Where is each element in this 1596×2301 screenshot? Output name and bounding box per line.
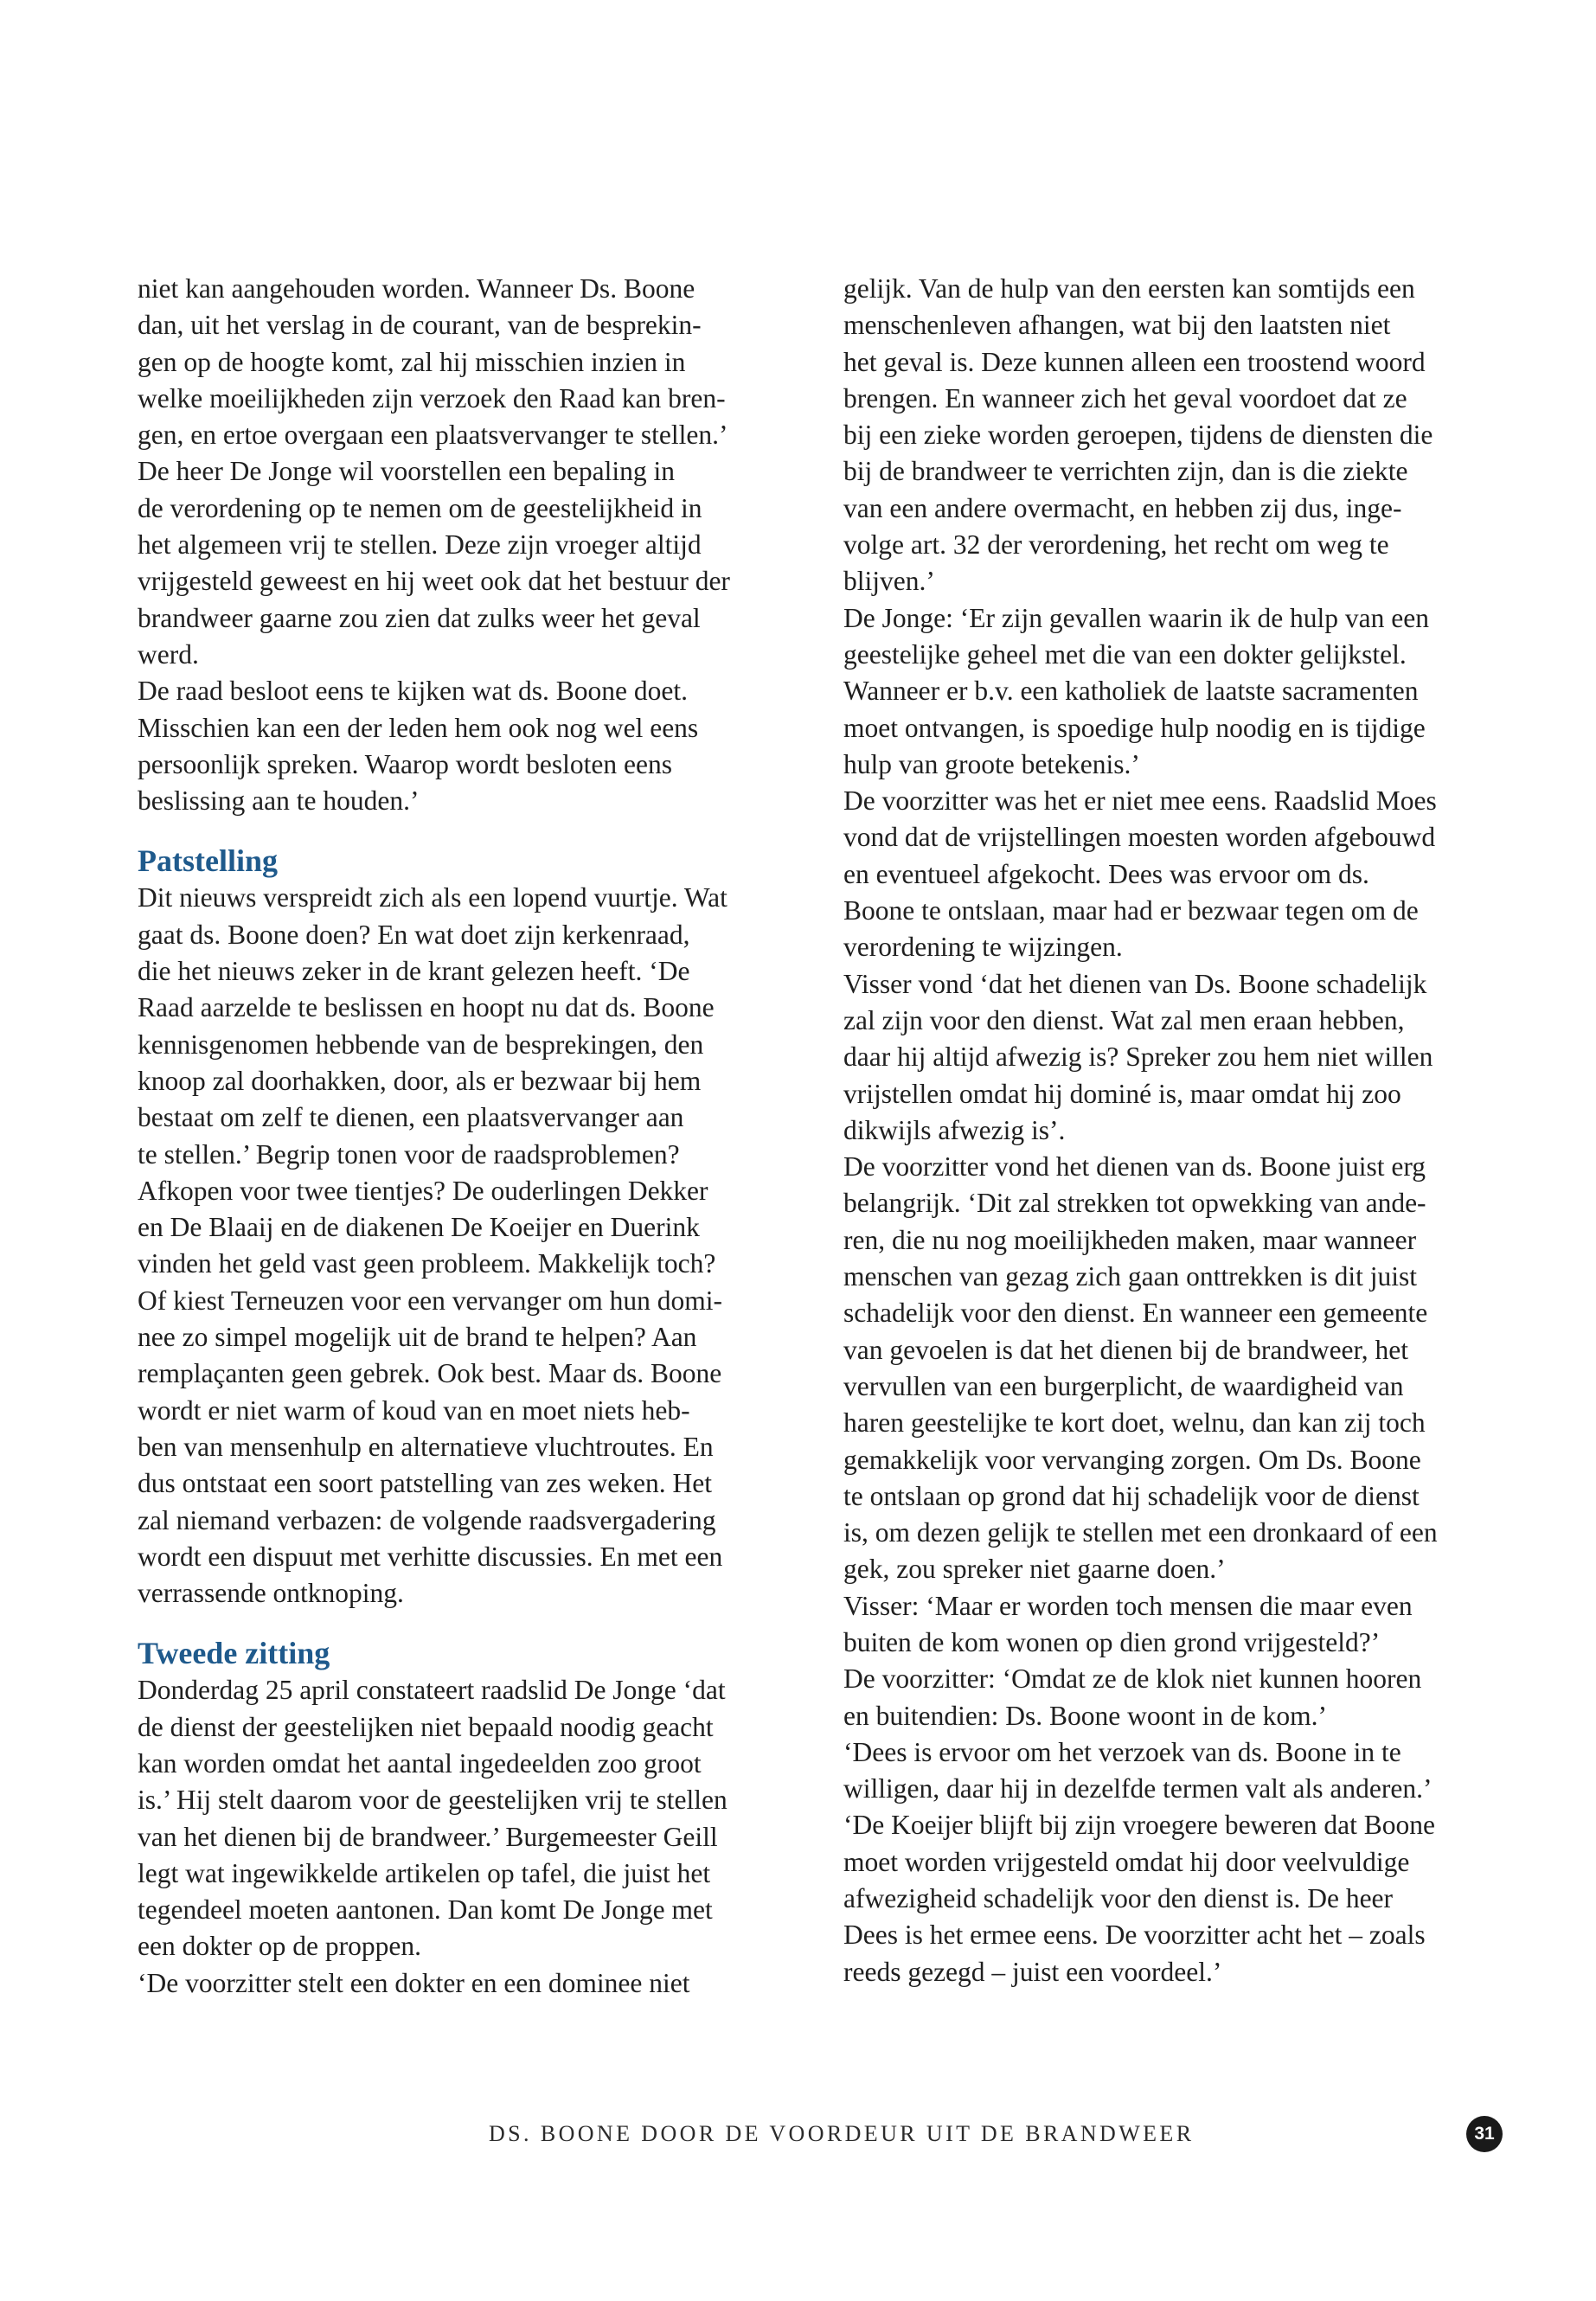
section-heading-tweede-zitting: Tweede zitting xyxy=(138,1636,330,1671)
text-line: Raad aarzelde te beslissen en hoopt nu dat ds. Boone xyxy=(138,992,715,1023)
text-line: De voorzitter vond het dienen van ds. Boone juist erg xyxy=(843,1151,1426,1183)
text-line: vinden het geld vast geen probleem. Makkelijk toch? xyxy=(138,1248,716,1279)
text-line: van het dienen bij de brandweer.’ Burgemeester Geill xyxy=(138,1821,718,1852)
text-line: buiten de kom wonen op dien grond vrijgesteld?’ xyxy=(843,1626,1381,1657)
text-line: Boone te ontslaan, maar had er bezwaar tegen om de xyxy=(843,895,1419,926)
page-number-badge: 31 xyxy=(1466,2116,1503,2152)
text-line: vond dat de vrijstellingen moesten worden afgebouwd xyxy=(843,822,1436,853)
spacer xyxy=(138,819,795,842)
text-line: gek, zou spreker niet gaarne doen.’ xyxy=(843,1554,1226,1585)
left-paragraph-2 xyxy=(138,880,795,1612)
text-line: Of kiest Terneuzen voor een vervanger om hun domi- xyxy=(138,1285,722,1316)
text-line: beslissing aan te houden.’ xyxy=(138,785,420,817)
text-line: gelijk. Van de hulp van den eersten kan somtijds een xyxy=(843,273,1415,304)
text-line: bij de brandweer te verrichten zijn, dan is die ziekte xyxy=(843,456,1408,487)
text-line: vervullen van een burgerplicht, de waardigheid van xyxy=(843,1370,1404,1401)
text-line: moet worden vrijgesteld omdat hij door veelvuldige xyxy=(843,1846,1410,1877)
text-line: De voorzitter was het er niet mee eens. Raadslid Moes xyxy=(843,785,1437,817)
text-line: van gevoelen is dat het dienen bij de brandweer, het xyxy=(843,1334,1408,1365)
right-paragraph xyxy=(843,271,1518,1990)
text-line: verordening te wijzingen. xyxy=(843,932,1123,963)
text-line: legt wat ingewikkelde artikelen op tafel, die juist het xyxy=(138,1857,711,1888)
text-line: bij een zieke worden geroepen, tijdens de diensten die xyxy=(843,420,1433,451)
text-line: welke moeilijkheden zijn verzoek den Raad kan bren- xyxy=(138,382,726,413)
text-line: menschenleven afhangen, wat bij den laatsten niet xyxy=(843,310,1391,341)
text-line: menschen van gezag zich gaan onttrekken is dit juist xyxy=(843,1261,1418,1292)
text-line: ‘De Koeijer blijft bij zijn vroegere beweren dat Boone xyxy=(843,1810,1435,1841)
text-line: ‘Dees is ervoor om het verzoek van ds. Boone in te xyxy=(843,1736,1401,1767)
text-line: dikwijls afwezig is’. xyxy=(843,1114,1066,1145)
text-line: werd. xyxy=(138,638,199,670)
text-line: De heer De Jonge wil voorstellen een bepaling in xyxy=(138,456,676,487)
text-line: Misschien kan een der leden hem ook nog wel eens xyxy=(138,712,699,743)
left-paragraph-1 xyxy=(138,271,795,819)
text-line: dus ontstaat een soort patstelling van zes weken. Het xyxy=(138,1468,712,1499)
text-line: Visser vond ‘dat het dienen van Ds. Boone schadelijk xyxy=(843,968,1427,999)
text-line: Donderdag 25 april constateert raadslid De Jonge ‘dat xyxy=(138,1675,726,1706)
text-line: ren, die nu nog moeilijkheden maken, maar wanneer xyxy=(843,1224,1417,1255)
text-line: nee zo simpel mogelijk uit de brand te helpen? Aan xyxy=(138,1322,697,1353)
text-line: ‘De voorzitter stelt een dokter en een dominee niet xyxy=(138,1967,690,1998)
text-line: moet ontvangen, is spoedige hulp noodig en is tijdige xyxy=(843,712,1426,743)
text-line: gen, en ertoe overgaan een plaatsvervanger te stellen.’ xyxy=(138,420,728,451)
text-line: reeds gezegd – juist een voordeel.’ xyxy=(843,1956,1222,1987)
text-line: een dokter op de proppen. xyxy=(138,1931,422,1962)
running-footer-title: DS. BOONE DOOR DE VOORDEUR UIT DE BRANDWEER xyxy=(489,2121,1195,2146)
text-line: wordt een dispuut met verhitte discussies. En met een xyxy=(138,1541,723,1572)
text-line: die het nieuws zeker in de krant gelezen heeft. ‘De xyxy=(138,956,690,987)
text-line: zal zijn voor den dienst. Wat zal men eraan hebben, xyxy=(843,1004,1405,1035)
text-line: kennisgenomen hebbende van de besprekingen, den xyxy=(138,1029,704,1060)
text-line: afwezigheid schadelijk voor den dienst is. De heer xyxy=(843,1883,1394,1914)
text-line: Dit nieuws verspreidt zich als een lopend vuurtje. Wat xyxy=(138,882,727,913)
text-line: dan, uit het verslag in de courant, van de besprekin- xyxy=(138,310,702,341)
text-line: brandweer gaarne zou zien dat zulks weer het geval xyxy=(138,602,701,633)
text-line: de verordening op te nemen om de geestelijkheid in xyxy=(138,492,702,523)
text-line: van een andere overmacht, en hebben zij dus, inge- xyxy=(843,492,1402,523)
text-line: De voorzitter: ‘Omdat ze de klok niet kunnen hooren xyxy=(843,1663,1422,1695)
text-line: blijven.’ xyxy=(843,566,935,597)
text-line: de dienst der geestelijken niet bepaald noodig geacht xyxy=(138,1711,714,1742)
text-line: persoonlijk spreken. Waarop wordt besloten eens xyxy=(138,748,672,779)
text-line: het geval is. Deze kunnen alleen een troostend woord xyxy=(843,346,1426,377)
section-heading-patstelling: Patstelling xyxy=(138,843,278,879)
text-line: De raad besloot eens te kijken wat ds. Boone doet. xyxy=(138,676,688,707)
text-line: daar hij altijd afwezig is? Spreker zou hem niet willen xyxy=(843,1042,1433,1073)
text-line: De Jonge: ‘Er zijn gevallen waarin ik de hulp van een xyxy=(843,602,1430,633)
text-line: hulp van groote betekenis.’ xyxy=(843,748,1140,779)
text-line: wordt er niet warm of koud van en moet niets heb- xyxy=(138,1394,690,1426)
text-line: te stellen.’ Begrip tonen voor de raadsproblemen? xyxy=(138,1138,680,1170)
text-line: volge art. 32 der verordening, het recht om weg te xyxy=(843,529,1389,561)
text-line: is.’ Hij stelt daarom voor de geestelijken vrij te stellen xyxy=(138,1785,727,1816)
text-line: gemakkelijk voor vervanging zorgen. Om Ds. Boone xyxy=(843,1444,1421,1475)
text-line: te ontslaan op grond dat hij schadelijk voor de dienst xyxy=(843,1480,1420,1511)
text-line: en buitendien: Ds. Boone woont in de kom.’ xyxy=(843,1700,1328,1731)
text-line: haren geestelijke te kort doet, welnu, dan kan zij toch xyxy=(843,1407,1426,1439)
text-line: niet kan aangehouden worden. Wanneer Ds. Boone xyxy=(138,273,695,304)
text-line: brengen. En wanneer zich het geval voordoet dat ze xyxy=(843,382,1407,413)
text-line: gaat ds. Boone doen? En wat doet zijn kerkenraad, xyxy=(138,919,690,950)
text-line: Visser: ‘Maar er worden toch mensen die maar even xyxy=(843,1590,1413,1621)
left-paragraph-3 xyxy=(138,1672,795,2002)
text-line: Afkopen voor twee tientjes? De ouderlingen Dekker xyxy=(138,1175,708,1206)
text-line: is, om dezen gelijk te stellen met een dronkaard of een xyxy=(843,1517,1438,1548)
text-line: zal niemand verbazen: de volgende raadsvergadering xyxy=(138,1504,716,1535)
spacer xyxy=(138,1612,795,1634)
left-column xyxy=(138,271,795,2002)
text-line: geestelijke geheel met die van een dokter gelijkstel. xyxy=(843,638,1407,670)
text-line: vrijgesteld geweest en hij weet ook dat het bestuur der xyxy=(138,566,730,597)
text-line: en De Blaaij en de diakenen De Koeijer en Duerink xyxy=(138,1212,700,1243)
text-line: remplaçanten geen gebrek. Ook best. Maar ds. Boone xyxy=(138,1358,722,1389)
text-line: willigen, daar hij in dezelfde termen valt als anderen.’ xyxy=(843,1773,1433,1804)
text-line: verrassende ontknoping. xyxy=(138,1578,404,1609)
right-column xyxy=(843,271,1518,1990)
text-line: tegendeel moeten aantonen. Dan komt De Jonge met xyxy=(138,1894,713,1926)
text-line: vrijstellen omdat hij dominé is, maar omdat hij zoo xyxy=(843,1078,1401,1109)
text-line: schadelijk voor den dienst. En wanneer een gemeente xyxy=(843,1298,1428,1329)
text-line: Wanneer er b.v. een katholiek de laatste sacramenten xyxy=(843,676,1419,707)
text-line: het algemeen vrij te stellen. Deze zijn vroeger altijd xyxy=(138,529,702,561)
text-line: belangrijk. ‘Dit zal strekken tot opwekking van andе- xyxy=(843,1188,1426,1219)
text-line: en eventueel afgekocht. Dees was ervoor om ds. xyxy=(843,858,1369,889)
text-line: ben van mensenhulp en alternatieve vluchtroutes. En xyxy=(138,1431,714,1462)
text-line: knoop zal doorhakken, door, als er bezwaar bij hem xyxy=(138,1065,702,1096)
text-line: bestaat om zelf te dienen, een plaatsvervanger aan xyxy=(138,1102,684,1133)
text-line: kan worden omdat het aantal ingedeelden zoo groot xyxy=(138,1747,702,1779)
text-line: Dees is het ermee eens. De voorzitter acht het – zoals xyxy=(843,1920,1426,1951)
text-line: gen op de hoogte komt, zal hij misschien inzien in xyxy=(138,346,686,377)
